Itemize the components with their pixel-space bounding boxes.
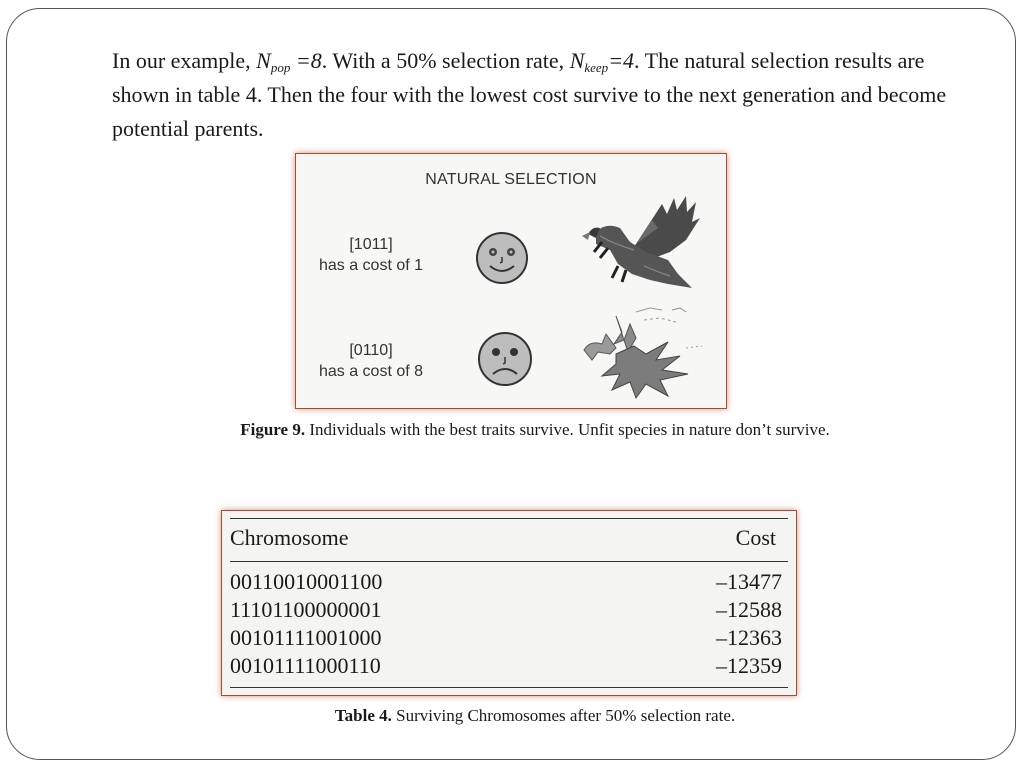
figure-caption: [140, 420, 930, 440]
table-caption: [200, 706, 870, 726]
bad-individual-label: [296, 340, 446, 382]
surviving-chromosomes-table: [221, 510, 797, 696]
table-top-rule: [230, 518, 788, 519]
figure-title: NATURAL SELECTION: [425, 171, 597, 188]
cost-cell: –12359: [716, 653, 782, 678]
cost-cell: –12588: [716, 597, 782, 622]
column-header-chromosome: Chromosome: [230, 525, 349, 550]
table-bottom-rule: [230, 687, 788, 688]
table-row: [230, 597, 782, 625]
table-row: [230, 569, 782, 597]
good-individual-label: [296, 234, 446, 276]
chromosome-cell: 11101100000001: [230, 597, 382, 622]
table-row: [230, 653, 782, 681]
good-chromosome-cost: has a cost of 1: [318, 257, 424, 274]
natural-selection-figure: [295, 153, 727, 409]
chromosome-cell: 00110010001100: [230, 569, 383, 594]
intro-paragraph: In our example, $N_{pop} =8$. With a 50% selection rate, $N_{keep}=4$. The natural selection results are shown in table 4. Then the four with the lowest cost survive to the next generation and become potential parents.: [112, 48, 947, 141]
chromosome-cell: 00101111001000: [230, 625, 382, 650]
chromosome-cell: 00101111000110: [230, 653, 381, 678]
table-caption-text: Surviving Chromosomes after 50% selection rate.: [391, 706, 736, 725]
column-header-cost: Cost: [735, 525, 776, 550]
cost-cell: –13477: [716, 569, 782, 594]
eagle-icon: [574, 192, 704, 292]
happy-face-icon: [474, 230, 530, 286]
good-chromosome-code: [1011]: [349, 236, 393, 253]
dead-bird-icon: [576, 304, 716, 404]
figure-caption-label: Figure 9.: [240, 420, 306, 439]
bad-chromosome-code: [0110]: [349, 342, 393, 359]
sad-face-icon: [476, 330, 534, 388]
table-caption-label: Table 4.: [334, 706, 392, 725]
bad-chromosome-cost: has a cost of 8: [318, 363, 424, 380]
table-row: [230, 625, 782, 653]
table-header-rule: [230, 561, 788, 562]
cost-cell: –12363: [716, 625, 782, 650]
figure-caption-text: Individuals with the best traits survive. Unfit species in nature don’t survive.: [305, 420, 830, 439]
